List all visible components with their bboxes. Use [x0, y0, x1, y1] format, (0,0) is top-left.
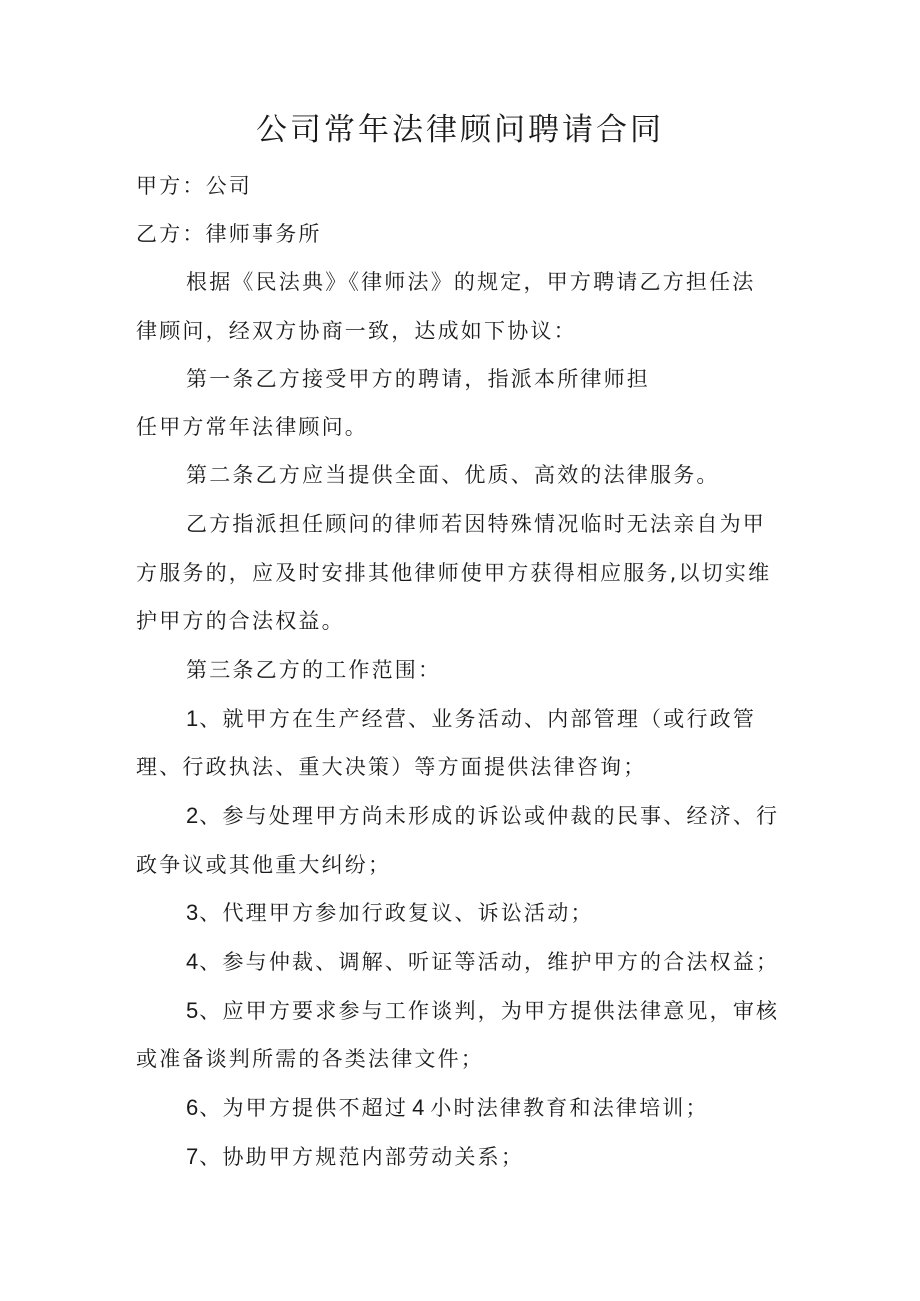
list-item-6-line-1 — [186, 1094, 709, 1122]
list-item-2-line-2: 政争议或其他重大纠纷； — [136, 853, 392, 877]
article2-para2-line-3: 护甲方的合法权益。 — [136, 609, 345, 633]
list-item-1-line-2: 理、行政执法、重大决策）等方面提供法律咨询； — [136, 755, 647, 779]
article2-para2-line-1: 乙方指派担任顾问的律师若因特殊情况临时无法亲自为甲 — [186, 512, 766, 536]
list-item-number: 7 — [186, 1144, 199, 1169]
list-item-number: 5 — [186, 998, 199, 1023]
list-item-text: 、就甲方在生产经营、业务活动、内部管理（或行政管 — [199, 707, 757, 731]
article2-para2-line-2: 方服务的，应及时安排其他律师使甲方获得相应服务,以切实维 — [136, 561, 772, 585]
list-item-5-line-1 — [186, 997, 779, 1025]
party-b-line: 乙方：律师事务所 — [136, 222, 322, 246]
article1-line-2: 任甲方常年法律顾问。 — [136, 415, 368, 439]
list-item-number: 6 — [186, 1095, 199, 1120]
list-item-number: 3 — [186, 900, 199, 925]
list-item-text: 、参与处理甲方尚未形成的诉讼或仲裁的民事、经济、行 — [199, 804, 780, 828]
list-item-text: 、参与仲裁、调解、听证等活动，维护甲方的合法权益； — [199, 950, 780, 974]
list-item-2-line-1 — [186, 802, 779, 830]
list-item-text: 、应甲方要求参与工作谈判，为甲方提供法律意见，审核 — [199, 999, 780, 1023]
article1-line-1: 第一条乙方接受甲方的聘请，指派本所律师担 — [186, 367, 650, 391]
document-title: 公司常年法律顾问聘请合同 — [256, 112, 664, 148]
list-item-text: 小时法律教育和法律培训； — [430, 1096, 709, 1120]
hours-value: 4 — [412, 1095, 425, 1120]
list-item-number: 1 — [186, 706, 199, 731]
intro-line-2: 律顾问，经双方协商一致，达成如下协议： — [136, 319, 577, 343]
article3-heading: 第三条乙方的工作范围： — [186, 658, 442, 682]
list-item-text: 、代理甲方参加行政复议、诉讼活动； — [199, 901, 594, 925]
party-a-line: 甲方：公司 — [136, 174, 252, 198]
article2-line-1: 第二条乙方应当提供全面、优质、高效的法律服务。 — [186, 463, 720, 487]
list-item-7-line-1 — [186, 1143, 524, 1171]
list-item-text: 、协助甲方规范内部劳动关系； — [199, 1145, 525, 1169]
list-item-5-line-2: 或准备谈判所需的各类法律文件； — [136, 1047, 484, 1071]
list-item-text: 、为甲方提供不超过 — [199, 1096, 409, 1120]
list-item-4-line-1 — [186, 948, 779, 976]
list-item-number: 4 — [186, 949, 199, 974]
list-item-3-line-1 — [186, 899, 594, 927]
list-item-number: 2 — [186, 803, 199, 828]
list-item-1-line-1 — [186, 705, 756, 733]
intro-line-1: 根据《民法典》《律师法》的规定，甲方聘请乙方担任法 — [186, 270, 756, 294]
